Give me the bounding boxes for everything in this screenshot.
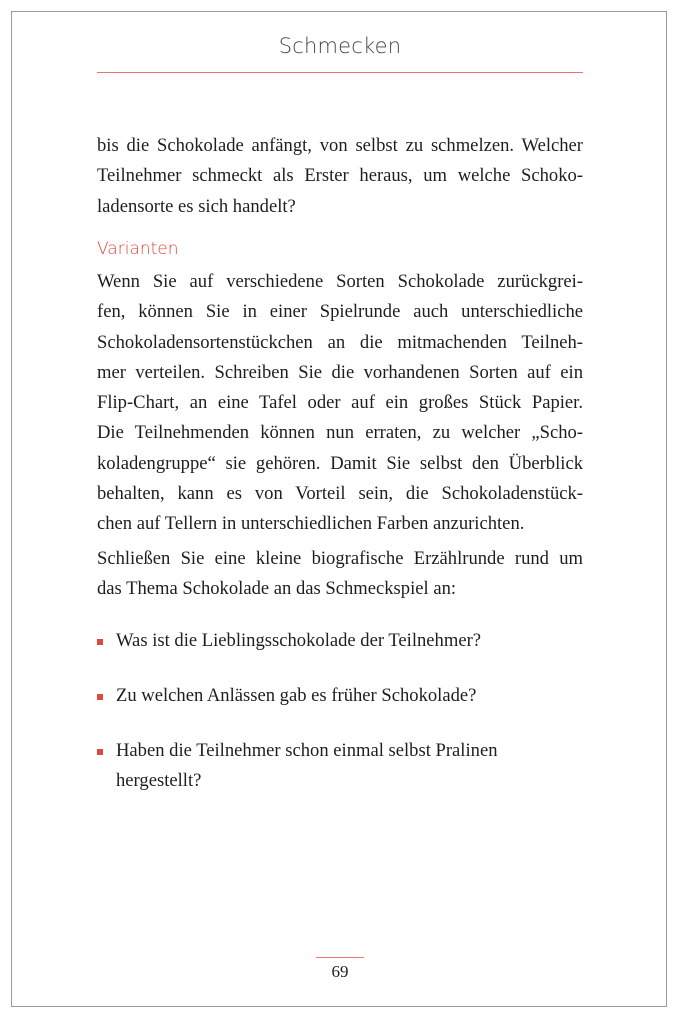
bullet-text: Was ist die Lieblingsschokolade der Teilnehmer? [116,630,482,651]
text-line: Die Teilnehmenden können nun erraten, zu welcher „Scho- [97,422,583,444]
bullet-square-icon [97,749,103,755]
page-number: 69 [331,962,349,981]
paragraph-continuation [97,131,583,222]
bullet-text: hergestellt? [116,770,202,792]
text-line: das Thema Schokolade an das Schmeckspiel an: [97,578,457,600]
running-header-title: Schmecken [278,34,402,58]
bullet-text: Haben die Teilnehmer schon einmal selbst Pralinen [116,740,498,761]
text-line: behalten, kann es von Vorteil sein, die Schokoladenstück- [97,483,583,505]
text-line: Teilnehmer schmeckt als Erster heraus, um welche Schoko- [97,165,583,187]
text-line: Flip-Chart, an eine Tafel oder auf ein großes Stück Papier. [97,392,583,414]
bullet-square-icon [97,694,103,700]
text-line: fen, können Sie in einer Spielrunde auch unterschiedliche [97,301,583,323]
bullet-square-icon [97,639,103,645]
header-divider [97,72,583,73]
bullet-text: Zu welchen Anlässen gab es früher Schokolade? [116,685,477,706]
paragraph-erzaehlrunde [97,544,583,605]
text-line: mer verteilen. Schreiben Sie die vorhandenen Sorten auf ein [97,361,583,383]
paragraph-varianten [97,267,583,540]
section-heading-varianten: Varianten [97,239,179,259]
text-line: koladengruppe“ sie gehören. Damit Sie selbst den Überblick [97,452,583,474]
text-line: Schokoladensortenstückchen an die mitmachenden Teilneh- [97,331,583,353]
footer-divider [316,957,364,958]
text-line: chen auf Tellern in unterschiedlichen Farben anzurichten. [97,513,525,535]
text-line: Schließen Sie eine kleine biografische Erzählrunde rund um [97,548,583,569]
text-line: Wenn Sie auf verschiedene Sorten Schokolade zurückgrei- [97,271,583,292]
text-line: bis die Schokolade anfängt, von selbst zu schmelzen. Welcher [97,135,583,156]
text-line: ladensorte es sich handelt? [97,195,296,217]
